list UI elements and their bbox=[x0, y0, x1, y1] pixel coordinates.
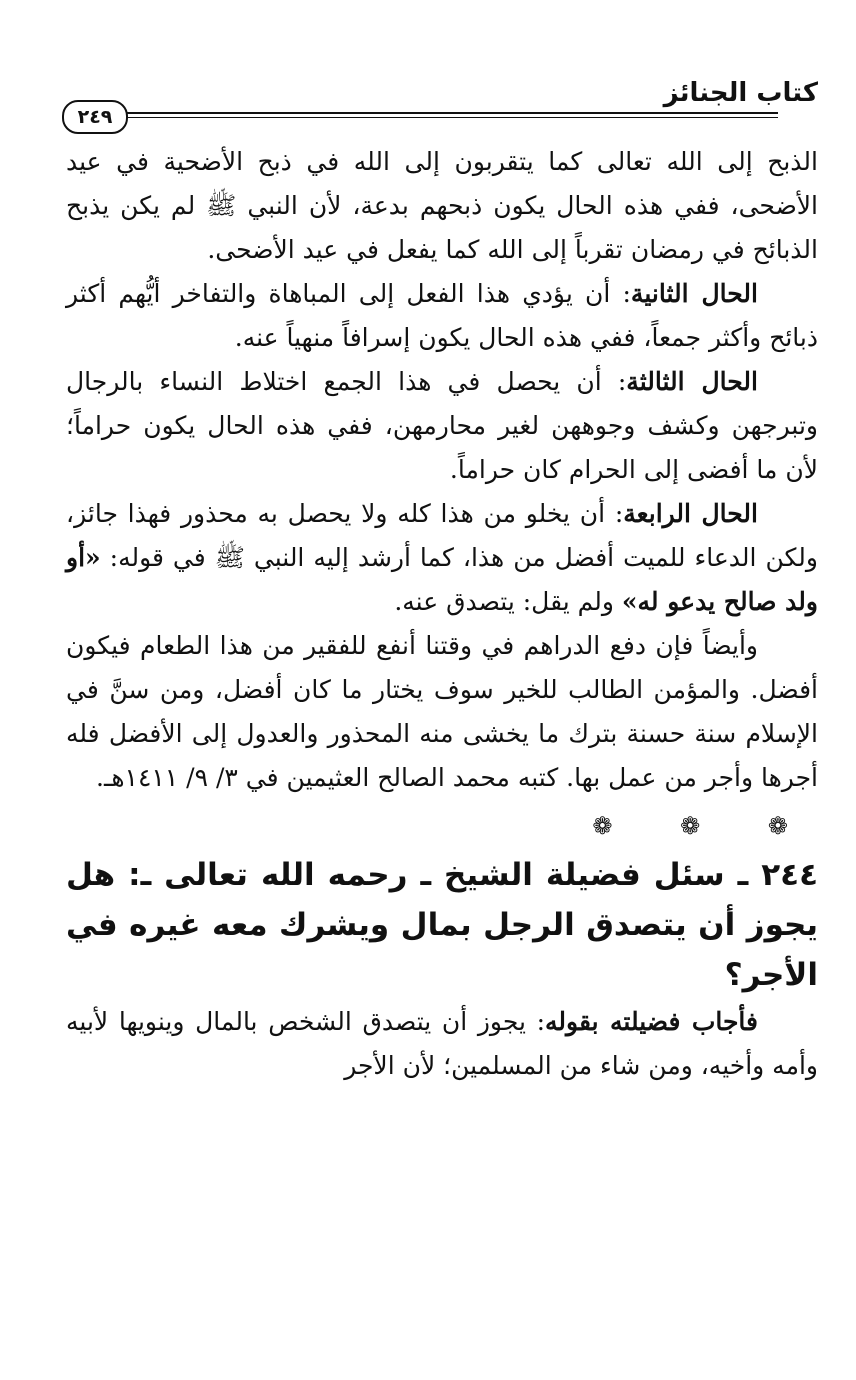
paragraph-case-4 bbox=[66, 492, 818, 624]
header-rule bbox=[118, 112, 778, 114]
hadith-quote: «أو ولد صالح يدعو له» bbox=[66, 543, 818, 616]
answer-label: فأجاب فضيلته بقوله bbox=[545, 1007, 758, 1036]
case-3-label: الحال الثالثة bbox=[626, 367, 758, 396]
paragraph-1: الذبح إلى الله تعالى كما يتقربون إلى الله في ذبح الأضحية في عيد الأضحى، ففي هذه الحال يكون ذبحهم بدعة، لأن النبي ﷺ لم يكن يذبح الذبائح في رمضان تقرباً إلى الله كما يفعل في عيد الأضحى. bbox=[66, 147, 818, 264]
answer-text: : يجوز أن يتصدق الشخص بالمال وينويها لأبيه وأمه وأخيه، ومن شاء من المسلمين؛ لأن الأجر bbox=[66, 1007, 818, 1080]
answer-paragraph bbox=[66, 1000, 818, 1088]
section-separator: ❁ ❁ ❁ bbox=[592, 812, 818, 840]
paragraph-case-2 bbox=[66, 272, 818, 360]
case-4-text-a: : أن يخلو من هذا كله ولا يحصل به محذور فهذا جائز، ولكن الدعاء للميت أفضل من هذا، كما أرشد إليه النبي ﷺ في قوله: bbox=[66, 499, 818, 572]
chapter-title: كتاب الجنائز bbox=[663, 78, 818, 108]
question-heading: ٢٤٤ ـ سئل فضيلة الشيخ ـ رحمه الله تعالى ـ: هل يجوز أن يتصدق الرجل بمال ويشرك معه غيره في الأجر؟ bbox=[66, 857, 818, 993]
header-rule-thin bbox=[118, 117, 778, 118]
case-4-text-b: ولم يقل: يتصدق عنه. bbox=[394, 587, 622, 616]
case-4-label: الحال الرابعة bbox=[623, 499, 758, 528]
page-header bbox=[62, 72, 818, 128]
case-3-text: : أن يحصل في هذا الجمع اختلاط النساء بالرجال وتبرجهن وكشف وجوههن لغير محارمهن، ففي هذه الحال يكون حراماً؛ لأن ما أفضى إلى الحرام كان حراماً. bbox=[66, 367, 818, 484]
paragraph-5: وأيضاً فإن دفع الدراهم في وقتنا أنفع للفقير من هذا الطعام فيكون أفضل. والمؤمن الطالب للخير سوف يختار ما كان أفضل، ومن سنَّ في الإسلام سنة حسنة بترك ما يخشى منه المحذور والعدول إلى الأفضل فله أجرها وأجر من عمل بها. كتبه محمد الصالح العثيمين في ٣/ ٩/ ١٤١١هـ. bbox=[66, 631, 818, 792]
page-number: ٢٤٩ bbox=[62, 100, 128, 134]
case-2-text: : أن يؤدي هذا الفعل إلى المباهاة والتفاخر أيُّهم أكثر ذبائح وأكثر جمعاً، ففي هذه الحال يكون إسرافاً منهياً عنه. bbox=[66, 279, 818, 352]
case-2-label: الحال الثانية bbox=[630, 279, 758, 308]
body-text bbox=[66, 140, 818, 1088]
paragraph-case-3 bbox=[66, 360, 818, 492]
